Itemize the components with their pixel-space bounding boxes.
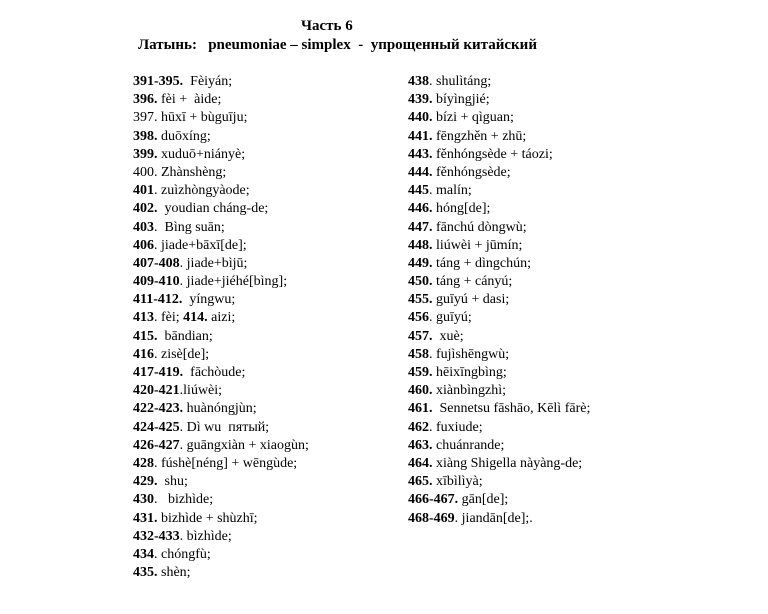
entry-number: 434 (133, 546, 154, 562)
entry-text: xībìlìyà; (432, 474, 483, 490)
list-item (133, 219, 309, 237)
list-item (408, 510, 590, 528)
entry-text: fāchòude; (183, 365, 246, 380)
list-item (408, 91, 590, 109)
list-item (133, 237, 309, 255)
entry-text: gān[de]; (458, 492, 509, 508)
entry-number: 413 (133, 310, 154, 326)
entries-left-column (133, 73, 309, 582)
entry-text: Fèiyán; (183, 74, 233, 89)
list-item (133, 328, 309, 346)
entry-text: fēngzhěn + zhū; (432, 128, 527, 144)
entry-text: liúwèi + jūmín; (432, 237, 523, 253)
entry-number: 449. (408, 255, 433, 271)
list-item (408, 164, 590, 182)
entry-text: . jiade+bāxī[de]; (154, 237, 247, 253)
entry-text: bízi + qìguan; (432, 110, 514, 126)
entry-text: . bizhìde; (154, 492, 214, 508)
entry-text: . guīyú; (429, 310, 472, 326)
entry-text: hēixīngbìng; (432, 365, 507, 380)
entry-number: 444. (408, 164, 433, 180)
list-item (408, 491, 590, 509)
entry-number: 426-427 (133, 437, 180, 453)
list-item (408, 291, 590, 309)
page-subtitle: Латынь: pneumoniae – simplex - упрощенный китайский (138, 37, 537, 53)
list-item (408, 182, 590, 200)
entry-number: 416 (133, 346, 154, 362)
entry-text: . fujìshēngwù; (429, 346, 510, 362)
entry-number: 457. (408, 328, 433, 344)
entry-number: 459. (408, 365, 433, 380)
entry-text: shu; (157, 474, 188, 490)
entry-number: 417-419. (133, 365, 184, 380)
entry-number: 403 (133, 219, 154, 235)
entry-text: .liúwèi; (179, 383, 223, 399)
entry-text: hóng[de]; (432, 201, 491, 217)
entry-text: yíngwu; (182, 292, 236, 308)
list-item (133, 73, 309, 91)
entry-text: aizi; (207, 310, 236, 326)
entry-number: 468-469 (408, 510, 455, 526)
entry-number: 450. (408, 274, 433, 290)
entry-text: xuè; (432, 328, 464, 344)
entry-text: huànóngjùn; (183, 401, 257, 417)
list-item (133, 364, 309, 382)
list-item (133, 382, 309, 400)
list-item (133, 128, 309, 146)
entry-text: fèi + àide; (157, 92, 222, 108)
entry-number: 422-423. (133, 401, 184, 417)
list-item (133, 473, 309, 491)
entry-text: . malín; (429, 183, 472, 199)
entry-number: 463. (408, 437, 433, 453)
entry-number: 428 (133, 455, 154, 471)
entry-text: fěnhóngsède; (432, 164, 511, 180)
list-item (408, 255, 590, 273)
list-item (408, 473, 590, 491)
entry-text: . bìzhìde; (179, 528, 232, 544)
entry-text: guīyú + dasi; (432, 292, 510, 308)
entry-text: . fúshè[néng] + wēngùde; (154, 455, 298, 471)
entry-text: . Dì wu пятый; (179, 419, 270, 435)
entry-number: 429. (133, 474, 158, 490)
entry-number: 440. (408, 110, 433, 126)
list-item (408, 382, 590, 400)
entry-text: bíyìngjié; (432, 92, 490, 108)
entry-number: 407-408 (133, 255, 180, 271)
entry-text: youdian cháng-de; (157, 201, 269, 217)
list-item (133, 491, 309, 509)
entry-text: xuduō+niányè; (157, 146, 246, 162)
list-item (133, 146, 309, 164)
entry-number: 439. (408, 92, 433, 108)
entry-number: 396. (133, 92, 158, 108)
list-item (408, 146, 590, 164)
list-item (408, 419, 590, 437)
list-item (408, 309, 590, 327)
entry-number: 461. (408, 401, 433, 417)
list-item (408, 109, 590, 127)
entry-number: 415. (133, 328, 158, 344)
entry-text: . jiade+jiéhé[bìng]; (179, 274, 288, 290)
list-item (133, 546, 309, 564)
list-item (133, 91, 309, 109)
list-item (408, 400, 590, 418)
entry-number: 398. (133, 128, 158, 144)
list-item (133, 255, 309, 273)
entry-number: 411-412. (133, 292, 183, 308)
entry-text: xiànbìngzhì; (432, 383, 506, 399)
entry-text: fěnhóngsède + táozi; (432, 146, 553, 162)
entry-text: . shulìtáng; (429, 74, 492, 89)
list-item (133, 309, 309, 327)
entry-text: duōxíng; (157, 128, 211, 144)
list-item (408, 73, 590, 91)
entry-number: 435. (133, 565, 158, 581)
list-item (133, 273, 309, 291)
list-item (133, 564, 309, 582)
entry-number: 443. (408, 146, 433, 162)
list-item (408, 237, 590, 255)
entry-text: 397. hūxī + bùguīju; (133, 110, 248, 126)
entry-number: 462 (408, 419, 429, 435)
list-item (133, 346, 309, 364)
entry-text: bizhìde + shùzhī; (157, 510, 258, 526)
list-item (408, 346, 590, 364)
entry-number: 399. (133, 146, 158, 162)
entry-text: . jiade+bìjū; (179, 255, 248, 271)
entry-text: bāndian; (157, 328, 213, 344)
list-item (408, 200, 590, 218)
entry-number: 448. (408, 237, 433, 253)
entry-text: 400. Zhànshèng; (133, 164, 227, 180)
entry-text: . fuxiude; (429, 419, 483, 435)
list-item (408, 328, 590, 346)
list-item (133, 510, 309, 528)
list-item (133, 455, 309, 473)
list-item (133, 182, 309, 200)
entry-text: Sennetsu fāshāo, Kēlì fārè; (432, 401, 591, 417)
entry-number: 409-410 (133, 274, 180, 290)
entry-number: 441. (408, 128, 433, 144)
entry-text: . guāngxiàn + xiaogùn; (179, 437, 309, 453)
entry-number: 391-395. (133, 74, 184, 89)
list-item (133, 528, 309, 546)
entry-text: . zisè[de]; (154, 346, 210, 362)
entry-number: 455. (408, 292, 433, 308)
entry-text: fānchú dòngwù; (432, 219, 527, 235)
entry-number: 445 (408, 183, 429, 199)
entry-number: 424-425 (133, 419, 180, 435)
entry-number: 406 (133, 237, 154, 253)
entry-number: 431. (133, 510, 158, 526)
entry-text: . chóngfù; (154, 546, 211, 562)
list-item (133, 200, 309, 218)
entry-text: . fèi; (154, 310, 184, 326)
entry-text: . jiandān[de];. (454, 510, 533, 526)
entry-number: 420-421 (133, 383, 180, 399)
entry-text: chuánrande; (432, 437, 505, 453)
entry-number: 456 (408, 310, 429, 326)
entry-number: 401 (133, 183, 154, 199)
entry-number: 458 (408, 346, 429, 362)
entry-number: 466-467. (408, 492, 459, 508)
list-item (133, 164, 309, 182)
entry-text: . zuìzhòngyàode; (154, 183, 250, 199)
list-item (133, 291, 309, 309)
entries-right-column (408, 73, 590, 528)
list-item (133, 419, 309, 437)
entry-number: 460. (408, 383, 433, 399)
list-item (133, 437, 309, 455)
entry-text: xiàng Shigella nàyàng-de; (432, 455, 583, 471)
entry-number: 438 (408, 74, 429, 89)
entry-number: 447. (408, 219, 433, 235)
entry-number: 432-433 (133, 528, 180, 544)
list-item (133, 109, 309, 127)
list-item (408, 437, 590, 455)
list-item (133, 400, 309, 418)
list-item (408, 455, 590, 473)
entry-number: 465. (408, 474, 433, 490)
entry-text: . Bìng suān; (154, 219, 225, 235)
list-item (408, 273, 590, 291)
entry-text: táng + dìngchún; (432, 255, 531, 271)
entry-number: 430 (133, 492, 154, 508)
entry-text: shèn; (157, 565, 191, 581)
entry-number: 414. (183, 310, 208, 326)
page-title: Часть 6 (301, 18, 353, 34)
list-item (408, 128, 590, 146)
entry-number: 464. (408, 455, 433, 471)
entry-number: 446. (408, 201, 433, 217)
list-item (408, 219, 590, 237)
entry-number: 402. (133, 201, 158, 217)
list-item (408, 364, 590, 382)
entry-text: táng + cányú; (432, 274, 513, 290)
